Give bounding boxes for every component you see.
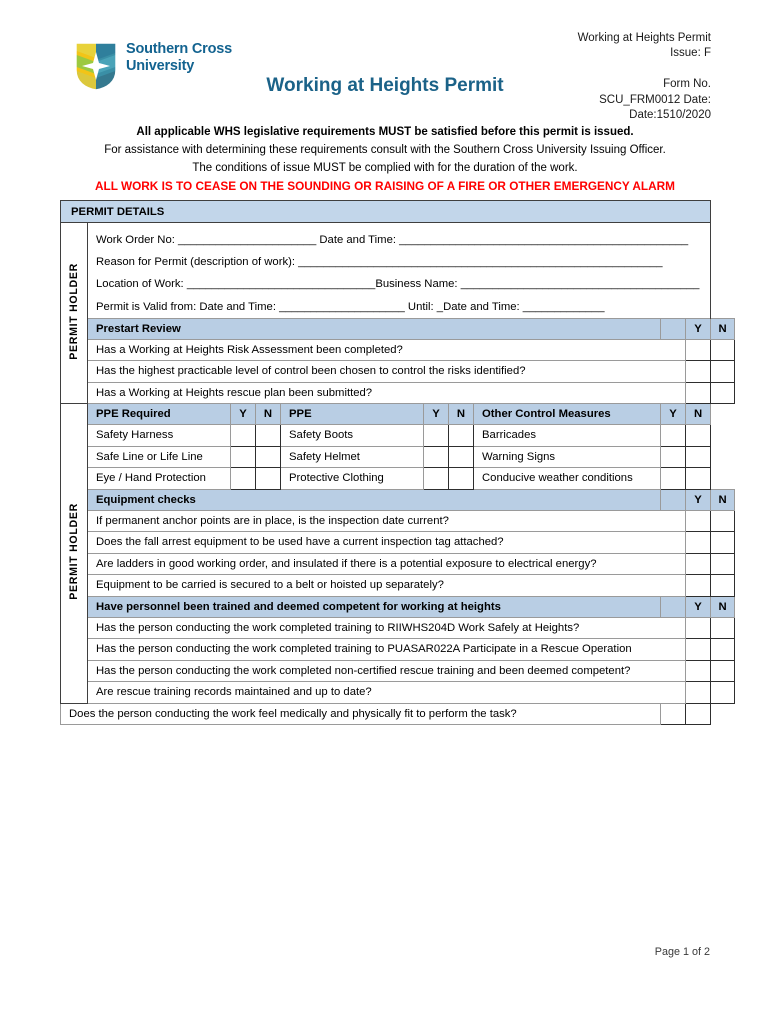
personnel-row: [61, 682, 735, 704]
ppe-item-safety-boots: Safety Boots: [281, 425, 424, 447]
prestart-n-header: N: [711, 318, 735, 339]
ocm-warning-signs-n[interactable]: [686, 446, 711, 468]
prestart-y-checkbox-2[interactable]: [686, 361, 711, 383]
intro-line-3: The conditions of issue MUST be complied with for the duration of the work.: [192, 161, 578, 174]
header-form-no: SCU_FRM0012 Date:: [599, 93, 711, 106]
header-meta-block: [578, 31, 711, 123]
prestart-spacer: [661, 318, 686, 339]
equipment-checks-header: Equipment checks: [88, 489, 661, 510]
personnel-header-row: [61, 596, 735, 617]
prestart-row: [61, 339, 735, 361]
ppe-required-header: PPE Required: [88, 404, 231, 425]
permit-details-header: PERMIT DETAILS: [61, 201, 711, 223]
ppe-col3-n-header: N: [686, 404, 711, 425]
ocm-barricades-y[interactable]: [661, 425, 686, 447]
intro-line-1: All applicable WHS legislative requirements MUST be satisfied before this permit is issued.: [136, 126, 634, 138]
equipment-header-row: [61, 489, 735, 510]
ppe-safety-harness-y[interactable]: [231, 425, 256, 447]
equipment-n-checkbox-4[interactable]: [711, 575, 735, 597]
ocm-conducive-weather-n[interactable]: [686, 468, 711, 490]
prestart-y-checkbox-1[interactable]: [686, 339, 711, 361]
ppe-item-safe-line: Safe Line or Life Line: [88, 446, 231, 468]
document-header: [0, 0, 770, 121]
prestart-review-header: Prestart Review: [88, 318, 661, 339]
logo-line-2: University: [126, 57, 195, 74]
ppe-col3-y-header: Y: [661, 404, 686, 425]
ppe-item-safety-helmet: Safety Helmet: [281, 446, 424, 468]
personnel-row: [61, 617, 735, 639]
personnel-y-header: Y: [686, 596, 711, 617]
equipment-y-checkbox-4[interactable]: [686, 575, 711, 597]
ocm-item-conducive-weather: Conducive weather conditions: [474, 468, 661, 490]
personnel-y-checkbox-4[interactable]: [686, 682, 711, 704]
prestart-y-checkbox-3[interactable]: [686, 382, 711, 404]
equipment-row: [61, 532, 735, 554]
personnel-n-checkbox-4[interactable]: [711, 682, 735, 704]
equipment-y-header: Y: [686, 489, 711, 510]
personnel-n-checkbox-5[interactable]: [686, 703, 711, 725]
ppe-safety-helmet-y[interactable]: [424, 446, 449, 468]
ocm-item-barricades: Barricades: [474, 425, 661, 447]
ppe-safety-harness-n[interactable]: [256, 425, 281, 447]
ppe-col1-y-header: Y: [231, 404, 256, 425]
personnel-question-2: Has the person conducting the work completed training to PUASAR022A Participate in a Rescue Operation: [88, 639, 686, 661]
ppe-eye-hand-y[interactable]: [231, 468, 256, 490]
page-title: Working at Heights Permit: [266, 75, 504, 96]
permit-details-header-row: [61, 201, 735, 223]
ocm-barricades-n[interactable]: [686, 425, 711, 447]
equipment-n-checkbox-3[interactable]: [711, 553, 735, 575]
header-form-no-label: Form No.: [663, 78, 711, 91]
ppe-protective-clothing-n[interactable]: [449, 468, 474, 490]
vertical-label-text-1: PERMIT HOLDER: [68, 263, 80, 360]
permit-form-table: [60, 200, 735, 725]
personnel-row: [61, 703, 735, 725]
ppe-safe-line-n[interactable]: [256, 446, 281, 468]
personnel-y-checkbox-1[interactable]: [686, 617, 711, 639]
header-doc-title: Working at Heights Permit: [577, 32, 711, 44]
prestart-n-checkbox-2[interactable]: [711, 361, 735, 383]
header-date: Date:1510/2020: [629, 108, 711, 121]
prestart-n-checkbox-1[interactable]: [711, 339, 735, 361]
ppe-safety-boots-n[interactable]: [449, 425, 474, 447]
vertical-label-text-2: PERMIT HOLDER: [68, 503, 80, 601]
ocm-conducive-weather-y[interactable]: [661, 468, 686, 490]
vertical-label-permit-holder-2: [61, 404, 88, 704]
personnel-y-checkbox-5[interactable]: [661, 703, 686, 725]
personnel-question-1: Has the person conducting the work completed training to RIIWHS204D Work Safely at Heights?: [88, 617, 686, 639]
prestart-row: [61, 382, 735, 404]
ppe-protective-clothing-y[interactable]: [424, 468, 449, 490]
personnel-y-checkbox-3[interactable]: [686, 660, 711, 682]
intro-notice: [0, 124, 770, 196]
ppe-col2-y-header: Y: [424, 404, 449, 425]
ppe-safety-helmet-n[interactable]: [449, 446, 474, 468]
equipment-question-2: Does the fall arrest equipment to be used have a current inspection tag attached?: [88, 532, 686, 554]
personnel-row: [61, 660, 735, 682]
ppe-header: PPE: [281, 404, 424, 425]
equipment-question-3: Are ladders in good working order, and insulated if there is a potential exposure to electrical energy?: [88, 553, 686, 575]
field-permit-validity[interactable]: Permit is Valid from: Date and Time: ____________________ Until: _Date and Time: _____________: [88, 296, 711, 319]
equipment-y-checkbox-3[interactable]: [686, 553, 711, 575]
field-reason-for-permit[interactable]: Reason for Permit (description of work): __________________________________________________________: [88, 251, 711, 274]
personnel-question-5: Does the person conducting the work feel medically and physically fit to perform the task?: [61, 703, 661, 725]
personnel-n-checkbox-2[interactable]: [711, 639, 735, 661]
ppe-safety-boots-y[interactable]: [424, 425, 449, 447]
other-control-measures-header: Other Control Measures: [474, 404, 661, 425]
equipment-y-checkbox-1[interactable]: [686, 510, 711, 532]
equipment-row: [61, 510, 735, 532]
ppe-row: [61, 468, 735, 490]
ppe-row: [61, 446, 735, 468]
equipment-spacer: [661, 489, 686, 510]
field-row-1: [61, 223, 735, 251]
prestart-n-checkbox-3[interactable]: [711, 382, 735, 404]
ppe-eye-hand-n[interactable]: [256, 468, 281, 490]
ppe-safe-line-y[interactable]: [231, 446, 256, 468]
equipment-question-1: If permanent anchor points are in place, is the inspection date current?: [88, 510, 686, 532]
prestart-question-1: Has a Working at Heights Risk Assessment been completed?: [88, 339, 686, 361]
ppe-col1-n-header: N: [256, 404, 281, 425]
field-row-3: [61, 273, 735, 296]
personnel-n-checkbox-3[interactable]: [711, 660, 735, 682]
equipment-row: [61, 575, 735, 597]
ppe-item-eye-hand-protection: Eye / Hand Protection: [88, 468, 231, 490]
permit-form-table-wrapper: [60, 200, 735, 725]
ocm-warning-signs-y[interactable]: [661, 446, 686, 468]
ppe-row: [61, 425, 735, 447]
field-work-order-no[interactable]: Work Order No: ______________________ Date and Time: ______________________________________________: [88, 223, 711, 251]
personnel-n-checkbox-1[interactable]: [711, 617, 735, 639]
ppe-col2-n-header: N: [449, 404, 474, 425]
personnel-spacer: [661, 596, 686, 617]
prestart-y-header: Y: [686, 318, 711, 339]
emergency-alarm-warning: ALL WORK IS TO CEASE ON THE SOUNDING OR RAISING OF A FIRE OR OTHER EMERGENCY ALARM: [94, 179, 676, 194]
personnel-question-3: Has the person conducting the work completed non-certified rescue training and been deemed competent?: [88, 660, 686, 682]
prestart-question-2: Has the highest practicable level of control been chosen to control the risks identified?: [88, 361, 686, 383]
equipment-n-header: N: [711, 489, 735, 510]
page-footer: Page 1 of 2: [654, 946, 710, 958]
equipment-y-checkbox-2[interactable]: [686, 532, 711, 554]
ppe-item-safety-harness: Safety Harness: [88, 425, 231, 447]
field-row-4: [61, 296, 735, 319]
personnel-y-checkbox-2[interactable]: [686, 639, 711, 661]
personnel-n-header: N: [711, 596, 735, 617]
ocm-item-warning-signs: Warning Signs: [474, 446, 661, 468]
equipment-question-4: Equipment to be carried is secured to a belt or hoisted up separately?: [88, 575, 686, 597]
prestart-header-row: [61, 318, 735, 339]
personnel-question-4: Are rescue training records maintained and up to date?: [88, 682, 686, 704]
scu-logo-text: [126, 40, 232, 74]
intro-line-2: For assistance with determining these requirements consult with the Southern Cross University Issuing Officer.: [104, 143, 666, 156]
equipment-n-checkbox-1[interactable]: [711, 510, 735, 532]
field-row-2: [61, 251, 735, 274]
ppe-item-protective-clothing: Protective Clothing: [281, 468, 424, 490]
prestart-question-3: Has a Working at Heights rescue plan been submitted?: [88, 382, 686, 404]
ppe-header-row: [61, 404, 735, 425]
personnel-row: [61, 639, 735, 661]
equipment-n-checkbox-2[interactable]: [711, 532, 735, 554]
personnel-training-header: Have personnel been trained and deemed competent for working at heights: [88, 596, 661, 617]
field-location-of-work[interactable]: Location of Work: ______________________________Business Name: ______________________________________: [88, 273, 711, 296]
header-issue: Issue: F: [670, 47, 711, 60]
equipment-row: [61, 553, 735, 575]
vertical-label-permit-holder-1: [61, 223, 88, 404]
prestart-row: [61, 361, 735, 383]
logo-line-1: Southern Cross: [126, 41, 232, 57]
